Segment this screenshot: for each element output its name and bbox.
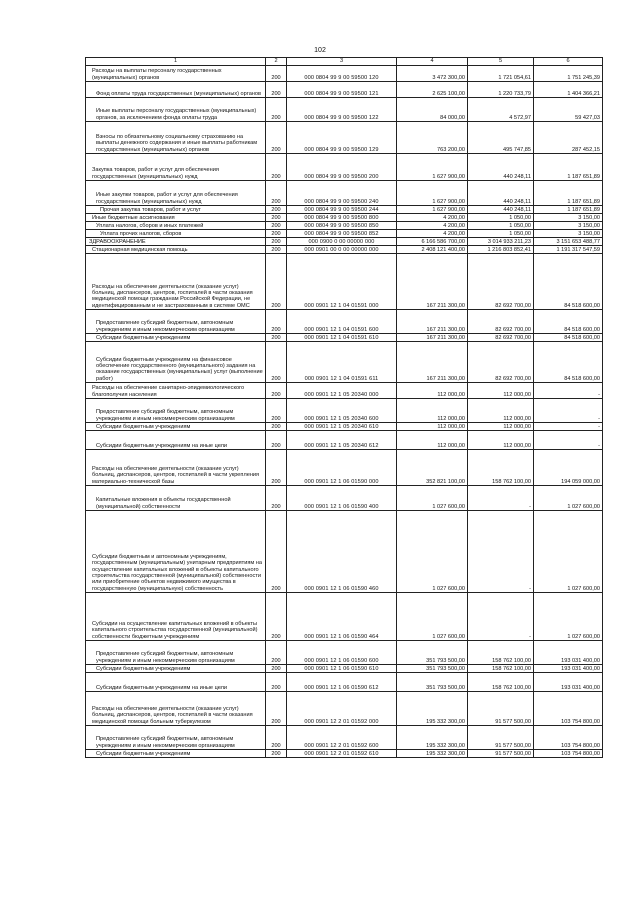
table-row — [86, 399, 603, 423]
row-code-cell: 200 — [266, 431, 287, 450]
row-approved-cell: 195 332 300,00 — [397, 726, 468, 750]
row-unexecuted-cell: 193 031 400,00 — [534, 673, 603, 692]
row-executed-cell: 1 721 054,61 — [468, 66, 534, 82]
row-name-cell: Предоставление субсидий бюджетным, автономным учреждениям и иным некоммерческим организациям — [86, 726, 266, 750]
row-unexecuted-cell: - — [534, 383, 603, 399]
row-code-cell: 200 — [266, 750, 287, 758]
row-code-cell: 200 — [266, 181, 287, 206]
row-name-cell: ЗДРАВООХРАНЕНИЕ — [86, 238, 266, 246]
row-executed-cell: - — [468, 593, 534, 641]
row-name-cell: Прочая закупка товаров, работ и услуг — [86, 206, 266, 214]
row-kbk-cell: 000 0804 99 9 00 59500 850 — [287, 222, 397, 230]
row-unexecuted-cell: - — [534, 399, 603, 423]
table-row — [86, 66, 603, 82]
row-approved-cell: 4 200,00 — [397, 222, 468, 230]
row-code-cell: 200 — [266, 82, 287, 98]
row-name-cell: Уплата прочих налогов, сборов — [86, 230, 266, 238]
table-row — [86, 342, 603, 383]
row-executed-cell: 1 220 733,79 — [468, 82, 534, 98]
row-unexecuted-cell: 84 518 600,00 — [534, 342, 603, 383]
row-unexecuted-cell: 1 751 245,39 — [534, 66, 603, 82]
row-kbk-cell: 000 0901 12 1 06 01590 612 — [287, 673, 397, 692]
table-row — [86, 450, 603, 486]
row-executed-cell: 1 050,00 — [468, 214, 534, 222]
table-row — [86, 154, 603, 181]
row-approved-cell: 2 408 121 400,00 — [397, 246, 468, 254]
row-name-cell: Субсидии бюджетным учреждениям на иные цели — [86, 431, 266, 450]
row-unexecuted-cell: 59 427,03 — [534, 98, 603, 122]
table-row — [86, 238, 603, 246]
row-code-cell: 200 — [266, 383, 287, 399]
row-code-cell: 200 — [266, 310, 287, 334]
table-row — [86, 750, 603, 758]
row-approved-cell: 1 027 600,00 — [397, 593, 468, 641]
row-kbk-cell: 000 0901 12 1 06 01590 460 — [287, 511, 397, 593]
row-approved-cell: 112 000,00 — [397, 423, 468, 431]
table-row — [86, 310, 603, 334]
row-unexecuted-cell: - — [534, 431, 603, 450]
row-unexecuted-cell: 287 452,15 — [534, 122, 603, 154]
row-code-cell: 200 — [266, 593, 287, 641]
table-row — [86, 431, 603, 450]
row-unexecuted-cell: 193 031 400,00 — [534, 665, 603, 673]
row-name-cell: Субсидии бюджетным учреждениям — [86, 665, 266, 673]
row-approved-cell: 112 000,00 — [397, 431, 468, 450]
row-code-cell: 200 — [266, 665, 287, 673]
row-code-cell: 200 — [266, 641, 287, 665]
table-row — [86, 726, 603, 750]
row-executed-cell: 440 248,11 — [468, 206, 534, 214]
table-row — [86, 82, 603, 98]
table-row — [86, 673, 603, 692]
table-row — [86, 206, 603, 214]
row-unexecuted-cell: 84 518 600,00 — [534, 334, 603, 342]
row-unexecuted-cell: 1 187 651,89 — [534, 154, 603, 181]
row-approved-cell: 352 821 100,00 — [397, 450, 468, 486]
row-name-cell: Расходы на выплаты персоналу государственных (муниципальных) органов — [86, 66, 266, 82]
row-unexecuted-cell: 84 518 600,00 — [534, 254, 603, 310]
row-approved-cell: 3 472 300,00 — [397, 66, 468, 82]
row-name-cell: Субсидии бюджетным учреждениям — [86, 334, 266, 342]
row-approved-cell: 4 200,00 — [397, 230, 468, 238]
row-kbk-cell: 000 0901 12 2 01 01592 000 — [287, 692, 397, 726]
column-header: 6 — [534, 58, 603, 66]
row-code-cell: 200 — [266, 342, 287, 383]
row-approved-cell: 4 200,00 — [397, 214, 468, 222]
row-name-cell: Расходы на обеспечение деятельности (оказание услуг) больниц, диспансеров, центров, госпиталей в части оказания медицинской помощи больным туберкулезом — [86, 692, 266, 726]
row-executed-cell: 158 762 100,00 — [468, 450, 534, 486]
table-row — [86, 665, 603, 673]
row-kbk-cell: 000 0900 0 00 00000 000 — [287, 238, 397, 246]
row-approved-cell: 195 332 300,00 — [397, 750, 468, 758]
row-executed-cell: 112 000,00 — [468, 431, 534, 450]
row-kbk-cell: 000 0901 12 1 04 01591 611 — [287, 342, 397, 383]
header-row — [86, 58, 603, 66]
row-kbk-cell: 000 0804 99 9 00 59500 800 — [287, 214, 397, 222]
row-unexecuted-cell: - — [534, 423, 603, 431]
row-kbk-cell: 000 0901 12 1 06 01590 600 — [287, 641, 397, 665]
row-approved-cell: 167 211 300,00 — [397, 342, 468, 383]
row-approved-cell: 763 200,00 — [397, 122, 468, 154]
table-row — [86, 222, 603, 230]
row-name-cell: Субсидии на осуществление капитальных вложений в объекты капитального строительства государственной (муниципальной) собственности бюджетным учреждениям — [86, 593, 266, 641]
row-code-cell: 200 — [266, 206, 287, 214]
row-approved-cell: 351 793 500,00 — [397, 641, 468, 665]
row-code-cell: 200 — [266, 399, 287, 423]
row-kbk-cell: 000 0901 12 1 05 20340 612 — [287, 431, 397, 450]
row-unexecuted-cell: 1 187 651,89 — [534, 181, 603, 206]
row-kbk-cell: 000 0901 12 1 05 20340 610 — [287, 423, 397, 431]
table-body — [86, 66, 603, 758]
row-approved-cell: 167 211 300,00 — [397, 310, 468, 334]
row-unexecuted-cell: 1 191 317 547,59 — [534, 246, 603, 254]
row-name-cell: Взносы по обязательному социальному страхованию на выплаты денежного содержания и иные выплаты работникам государственных (муниципальных) органов — [86, 122, 266, 154]
row-executed-cell: 158 762 100,00 — [468, 673, 534, 692]
row-name-cell: Закупка товаров, работ и услуг для обеспечения государственных (муниципальных) нужд — [86, 154, 266, 181]
row-code-cell: 200 — [266, 673, 287, 692]
row-kbk-cell: 000 0804 99 9 00 59500 200 — [287, 154, 397, 181]
row-kbk-cell: 000 0901 00 0 00 00000 000 — [287, 246, 397, 254]
row-executed-cell: 91 577 500,00 — [468, 692, 534, 726]
row-executed-cell: 158 762 100,00 — [468, 641, 534, 665]
row-unexecuted-cell: 1 187 651,89 — [534, 206, 603, 214]
row-approved-cell: 6 166 586 700,00 — [397, 238, 468, 246]
row-code-cell: 200 — [266, 238, 287, 246]
row-kbk-cell: 000 0901 12 1 04 01591 000 — [287, 254, 397, 310]
row-executed-cell: 440 248,11 — [468, 154, 534, 181]
row-kbk-cell: 000 0901 12 1 06 01590 000 — [287, 450, 397, 486]
row-executed-cell: 112 000,00 — [468, 399, 534, 423]
row-code-cell: 200 — [266, 486, 287, 511]
row-approved-cell: 195 332 300,00 — [397, 692, 468, 726]
table-row — [86, 181, 603, 206]
row-kbk-cell: 000 0804 99 9 00 59500 852 — [287, 230, 397, 238]
row-name-cell: Стационарная медицинская помощь — [86, 246, 266, 254]
table-row — [86, 214, 603, 222]
row-kbk-cell: 000 0901 12 1 04 01591 610 — [287, 334, 397, 342]
row-name-cell: Субсидии бюджетным и автономным учреждениям, государственным (муниципальным) унитарным предприятиям на осуществление капитальных вложений в объекты капитального строительства государственной (муниципальной) собственности или приобретение объектов недвижимого имущества в государственную (муниципальную) собственность — [86, 511, 266, 593]
row-code-cell: 200 — [266, 423, 287, 431]
row-name-cell: Предоставление субсидий бюджетным, автономным учреждениям и иным некоммерческим организациям — [86, 641, 266, 665]
column-header: 2 — [266, 58, 287, 66]
row-code-cell: 200 — [266, 511, 287, 593]
row-approved-cell: 1 627 900,00 — [397, 154, 468, 181]
row-name-cell: Иные закупки товаров, работ и услуг для обеспечения государственных (муниципальных) нужд — [86, 181, 266, 206]
row-kbk-cell: 000 0804 99 9 00 59500 244 — [287, 206, 397, 214]
row-unexecuted-cell: 3 150,00 — [534, 222, 603, 230]
row-kbk-cell: 000 0804 99 9 00 59500 120 — [287, 66, 397, 82]
row-unexecuted-cell: 3 150,00 — [534, 214, 603, 222]
row-code-cell: 200 — [266, 66, 287, 82]
page-number: 102 — [314, 47, 326, 54]
row-approved-cell: 1 027 600,00 — [397, 511, 468, 593]
column-header: 1 — [86, 58, 266, 66]
row-executed-cell: 82 692 700,00 — [468, 342, 534, 383]
row-executed-cell: 91 577 500,00 — [468, 726, 534, 750]
row-executed-cell: 91 577 500,00 — [468, 750, 534, 758]
table-row — [86, 98, 603, 122]
row-code-cell: 200 — [266, 214, 287, 222]
row-kbk-cell: 000 0901 12 1 06 01590 610 — [287, 665, 397, 673]
row-kbk-cell: 000 0901 12 1 05 20340 600 — [287, 399, 397, 423]
row-unexecuted-cell: 1 027 600,00 — [534, 511, 603, 593]
row-executed-cell: - — [468, 511, 534, 593]
row-kbk-cell: 000 0901 12 2 01 01592 600 — [287, 726, 397, 750]
row-approved-cell: 1 627 900,00 — [397, 181, 468, 206]
row-executed-cell: 3 014 933 211,23 — [468, 238, 534, 246]
row-code-cell: 200 — [266, 692, 287, 726]
row-executed-cell: 4 572,97 — [468, 98, 534, 122]
row-name-cell: Расходы на обеспечение санитарно-эпидемиологического благополучия населения — [86, 383, 266, 399]
row-executed-cell: - — [468, 486, 534, 511]
row-name-cell: Субсидии бюджетным учреждениям на финансовое обеспечение государственного (муниципального) задания на оказание государственных (муниципальных) услуг (выполнение работ) — [86, 342, 266, 383]
row-executed-cell: 112 000,00 — [468, 423, 534, 431]
row-executed-cell: 1 050,00 — [468, 222, 534, 230]
row-approved-cell: 112 000,00 — [397, 399, 468, 423]
row-kbk-cell: 000 0901 12 1 06 01590 400 — [287, 486, 397, 511]
row-approved-cell: 1 627 900,00 — [397, 206, 468, 214]
table-row — [86, 246, 603, 254]
row-code-cell: 200 — [266, 450, 287, 486]
row-unexecuted-cell: 1 404 366,21 — [534, 82, 603, 98]
row-name-cell: Капитальные вложения в объекты государственной (муниципальной) собственности — [86, 486, 266, 511]
row-name-cell: Предоставление субсидий бюджетным, автономным учреждениям и иным некоммерческим организациям — [86, 310, 266, 334]
row-approved-cell: 167 211 300,00 — [397, 334, 468, 342]
row-unexecuted-cell: 103 754 800,00 — [534, 692, 603, 726]
table-row — [86, 254, 603, 310]
row-kbk-cell: 000 0901 12 1 05 20340 000 — [287, 383, 397, 399]
row-unexecuted-cell: 1 027 600,00 — [534, 593, 603, 641]
row-approved-cell: 112 000,00 — [397, 383, 468, 399]
row-executed-cell: 1 050,00 — [468, 230, 534, 238]
row-kbk-cell: 000 0901 12 1 06 01590 464 — [287, 593, 397, 641]
row-name-cell: Фонд оплаты труда государственных (муниципальных) органов — [86, 82, 266, 98]
row-name-cell: Субсидии бюджетным учреждениям — [86, 750, 266, 758]
table-row — [86, 511, 603, 593]
table-row — [86, 383, 603, 399]
row-code-cell: 200 — [266, 154, 287, 181]
row-unexecuted-cell: 194 059 000,00 — [534, 450, 603, 486]
row-executed-cell: 112 000,00 — [468, 383, 534, 399]
row-kbk-cell: 000 0804 99 9 00 59500 129 — [287, 122, 397, 154]
table-row — [86, 334, 603, 342]
row-approved-cell: 1 027 600,00 — [397, 486, 468, 511]
row-name-cell: Иные выплаты персоналу государственных (муниципальных) органов, за исключением фонда оплаты труда — [86, 98, 266, 122]
column-header: 5 — [468, 58, 534, 66]
row-unexecuted-cell: 193 031 400,00 — [534, 641, 603, 665]
row-executed-cell: 82 692 700,00 — [468, 310, 534, 334]
row-unexecuted-cell: 103 754 800,00 — [534, 726, 603, 750]
row-kbk-cell: 000 0901 12 2 01 01592 610 — [287, 750, 397, 758]
row-executed-cell: 82 692 700,00 — [468, 254, 534, 310]
column-header: 4 — [397, 58, 468, 66]
row-unexecuted-cell: 103 754 800,00 — [534, 750, 603, 758]
row-approved-cell: 351 793 500,00 — [397, 665, 468, 673]
row-executed-cell: 1 216 803 852,41 — [468, 246, 534, 254]
row-approved-cell: 167 211 300,00 — [397, 254, 468, 310]
row-approved-cell: 2 625 100,00 — [397, 82, 468, 98]
row-name-cell: Предоставление субсидий бюджетным, автономным учреждениям и иным некоммерческим организациям — [86, 399, 266, 423]
table-row — [86, 423, 603, 431]
row-name-cell: Расходы на обеспечение деятельности (оказание услуг) больниц, диспансеров, центров, госпиталей в части укрепления материально-технической базы — [86, 450, 266, 486]
row-code-cell: 200 — [266, 254, 287, 310]
row-executed-cell: 158 762 100,00 — [468, 665, 534, 673]
budget-table — [85, 57, 603, 758]
row-approved-cell: 351 793 500,00 — [397, 673, 468, 692]
row-name-cell: Расходы на обеспечение деятельности (оказание услуг) больниц, диспансеров, центров, госпиталей в части оказания медицинской помощи гражданам Российской Федерации, не идентифицированным и не застрахованным в системе ОМС — [86, 254, 266, 310]
row-name-cell: Уплата налогов, сборов и иных платежей — [86, 222, 266, 230]
row-name-cell: Субсидии бюджетным учреждениям — [86, 423, 266, 431]
row-code-cell: 200 — [266, 222, 287, 230]
column-header: 3 — [287, 58, 397, 66]
row-code-cell: 200 — [266, 122, 287, 154]
row-code-cell: 200 — [266, 726, 287, 750]
row-code-cell: 200 — [266, 230, 287, 238]
row-kbk-cell: 000 0804 99 9 00 59500 240 — [287, 181, 397, 206]
row-code-cell: 200 — [266, 334, 287, 342]
row-executed-cell: 82 692 700,00 — [468, 334, 534, 342]
table-row — [86, 486, 603, 511]
table-row — [86, 230, 603, 238]
row-approved-cell: 84 000,00 — [397, 98, 468, 122]
row-unexecuted-cell: 3 150,00 — [534, 230, 603, 238]
row-kbk-cell: 000 0804 99 9 00 59500 122 — [287, 98, 397, 122]
row-executed-cell: 495 747,85 — [468, 122, 534, 154]
row-unexecuted-cell: 3 151 653 488,77 — [534, 238, 603, 246]
table-row — [86, 692, 603, 726]
row-kbk-cell: 000 0804 99 9 00 59500 121 — [287, 82, 397, 98]
table-row — [86, 593, 603, 641]
row-code-cell: 200 — [266, 246, 287, 254]
table-row — [86, 641, 603, 665]
row-name-cell: Иные бюджетные ассигнования — [86, 214, 266, 222]
row-kbk-cell: 000 0901 12 1 04 01591 600 — [287, 310, 397, 334]
row-executed-cell: 440 248,11 — [468, 181, 534, 206]
row-name-cell: Субсидии бюджетным учреждениям на иные цели — [86, 673, 266, 692]
row-code-cell: 200 — [266, 98, 287, 122]
row-unexecuted-cell: 84 518 600,00 — [534, 310, 603, 334]
table-row — [86, 122, 603, 154]
row-unexecuted-cell: 1 027 600,00 — [534, 486, 603, 511]
